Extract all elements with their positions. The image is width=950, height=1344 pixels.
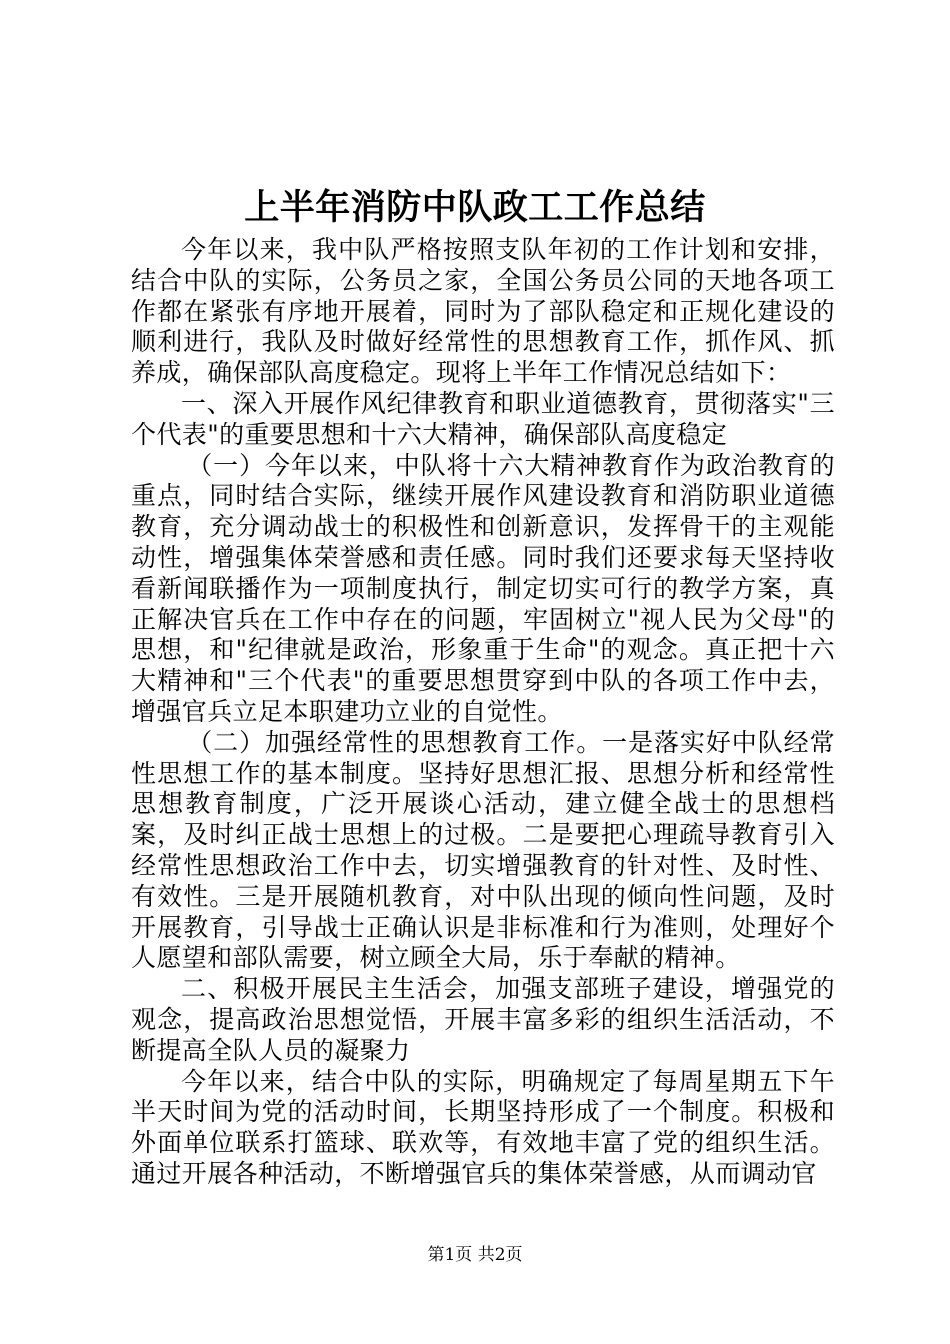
page-footer: 第1页 共2页 [427, 1245, 523, 1265]
paragraph-intro: 今年以来，我中队严格按照支队年初的工作计划和安排，结合中队的实际，公务员之家，全国公务员公同的天地各项工作都在紧张有序地开展着，同时为了部队稳定和正规化建设的顺利进行，我队及时做好经常性的思想教育工作，抓作风、抓养成，确保部队高度稳定。现将上半年工作情况总结如下： [131, 235, 835, 388]
paragraph-section-1-item-1: （一）今年以来，中队将十六大精神教育作为政治教育的重点，同时结合实际，继续开展作风建设教育和消防职业道德教育，充分调动战士的积极性和创新意识，发挥骨干的主观能动性，增强集体荣誉感和责任感。同时我们还要求每天坚持收看新闻联播作为一项制度执行，制定切实可行的教学方案，真正解决官兵在工作中存在的问题，牢固树立"视人民为父母"的思想，和"纪律就是政治，形象重于生命"的观念。真正把十六大精神和"三个代表"的重要思想贯穿到中队的各项工作中去，增强官兵立足本职建功立业的自觉性。 [131, 450, 835, 726]
paragraph-section-1-item-2: （二）加强经常性的思想教育工作。一是落实好中队经常性思想工作的基本制度。坚持好思想汇报、思想分析和经常性思想教育制度，广泛开展谈心活动，建立健全战士的思想档案，及时纠正战士思想上的过极。二是要把心理疏导教育引入经常性思想政治工作中去，切实增强教育的针对性、及时性、有效性。三是开展随机教育，对中队出现的倾向性问题，及时开展教育，引导战士正确认识是非标准和行为准则，处理好个人愿望和部队需要，树立顾全大局，乐于奉献的精神。 [131, 727, 835, 973]
paragraph-section-2-body: 今年以来，结合中队的实际，明确规定了每周星期五下午半天时间为党的活动时间，长期坚持形成了一个制度。积极和外面单位联系打篮球、联欢等，有效地丰富了党的组织生活。通过开展各种活动，不断增强官兵的集体荣誉感，从而调动官 [131, 1066, 835, 1188]
document-title: 上半年消防中队政工工作总结 [244, 187, 706, 228]
paragraph-section-2-heading: 二、积极开展民主生活会，加强支部班子建设，增强党的观念，提高政治思想觉悟，开展丰富多彩的组织生活活动，不断提高全队人员的凝聚力 [131, 974, 835, 1065]
document-body [131, 235, 835, 1190]
paragraph-section-1-heading: 一、深入开展作风纪律教育和职业道德教育，贯彻落实"三个代表"的重要思想和十六大精神，确保部队高度稳定 [131, 388, 835, 449]
